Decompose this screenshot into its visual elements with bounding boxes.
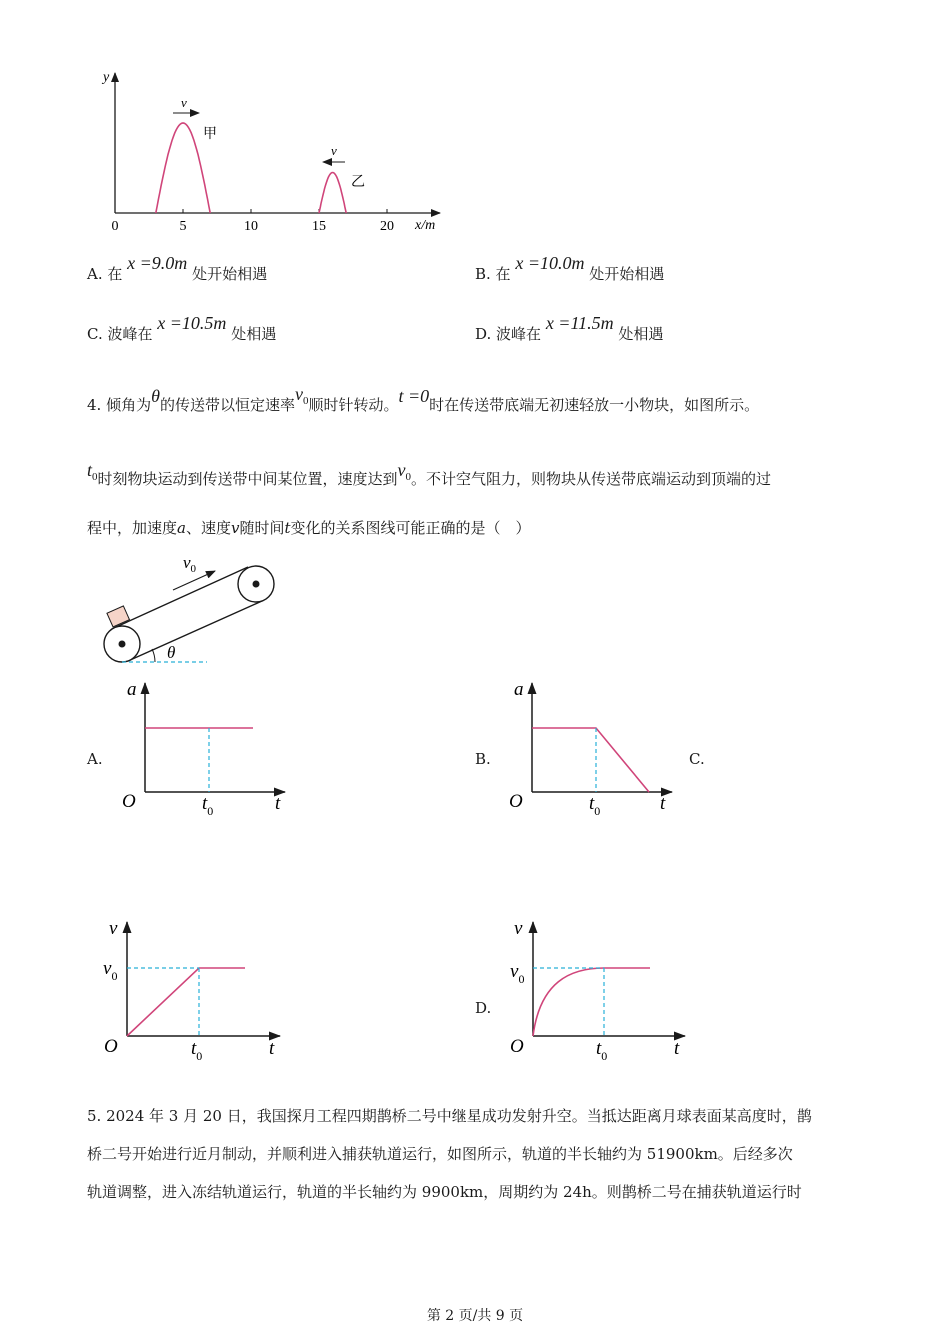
graph-b-x-label: t — [660, 793, 666, 814]
graph-c — [95, 912, 295, 1072]
wave1-label: 甲 — [203, 127, 217, 142]
graph-d — [500, 912, 700, 1072]
q5-line1: 5. 2024 年 3 月 20 日，我国探月工程四期鹊桥二号中继星成功发射升空。当抵达距离月球表面某高度时，鹊 — [87, 1107, 812, 1125]
page-footer: 第 2 页/共 9 页 — [426, 1308, 524, 1324]
wave-tick-label: 0 — [111, 219, 119, 234]
wave-x-label: x/m — [415, 218, 436, 233]
belt-velocity-label: $v_0$ — [183, 553, 197, 575]
graph-c-v0-label: $v_0$ — [103, 958, 118, 983]
wave1-velocity-label: v — [181, 95, 187, 110]
q5-line3: 轨道调整，进入冻结轨道运行，轨道的半长轴约为 9900km，周期约为 24h。则鹊桥二号在捕获轨道运行时 — [87, 1183, 802, 1201]
q5-line2: 桥二号开始进行近月制动，并顺利进入捕获轨道运行，如图所示，轨道的半长轴约为 51900km。后经多次 — [87, 1145, 793, 1163]
q4-line1: 4. 倾角为θ的传送带以恒定速率$v_0$顺时针转动。t =0时在传送带底端无初速轻放一小物块，如图所示。 — [87, 384, 760, 414]
graph-c-t0-label: $t_0$ — [191, 1038, 203, 1063]
angle-arc — [152, 649, 155, 662]
graph-a-origin: O — [122, 791, 136, 812]
q3-option-a[interactable] — [87, 253, 268, 284]
option-b-suffix: 处开始相遇 — [589, 265, 665, 283]
q3-option-c[interactable] — [87, 313, 277, 344]
q3-option-d[interactable] — [475, 313, 664, 344]
angle-label: θ — [167, 643, 176, 662]
graph-c-curve — [127, 968, 245, 1036]
graph-d-option-label[interactable]: D. — [475, 999, 492, 1017]
graph-b-option-label[interactable]: B. — [475, 750, 491, 768]
wave2-velocity-label: v — [331, 143, 337, 158]
q4-line3: 程中，加速度a、速度v随时间t变化的关系图线可能正确的是（ ） — [87, 519, 531, 537]
graph-b-origin: O — [509, 791, 523, 812]
option-a-prefix: A. 在 — [87, 265, 123, 283]
graph-d-y-label: v — [514, 918, 523, 939]
wave-figure — [95, 65, 455, 240]
graph-c-option-label[interactable]: C. — [689, 750, 705, 768]
graph-d-v0-label: $v_0$ — [510, 961, 525, 986]
belt-top-edge — [116, 567, 248, 627]
conveyor-belt-figure — [95, 548, 295, 673]
graph-c-y-label: v — [109, 918, 118, 939]
belt-upper-axle — [253, 581, 260, 588]
belt-lower-axle — [119, 641, 126, 648]
graph-b — [497, 675, 687, 825]
graph-a-x-label: t — [275, 793, 281, 814]
graph-a-y-label: a — [127, 679, 137, 700]
option-d-math: x =11.5m — [545, 313, 614, 333]
wave-tick-label: 20 — [380, 219, 394, 234]
option-c-prefix: C. 波峰在 — [87, 325, 153, 343]
graph-b-y-label: a — [514, 679, 524, 700]
graph-d-t0-label: $t_0$ — [596, 1038, 608, 1063]
option-d-prefix: D. 波峰在 — [475, 325, 542, 343]
graph-b-t0-label: $t_0$ — [589, 793, 601, 818]
graph-a-t0-label: $t_0$ — [202, 793, 214, 818]
option-c-math: x =10.5m — [157, 313, 227, 333]
graph-c-x-label: t — [269, 1038, 275, 1059]
wave-y-label: y — [103, 70, 110, 85]
wave2-label: 乙 — [351, 175, 365, 190]
graph-c-origin: O — [104, 1036, 118, 1057]
wave-tick-label: 10 — [244, 219, 258, 234]
wave-tick-label: 5 — [179, 219, 187, 234]
graph-a — [110, 675, 300, 825]
option-b-math: x =10.0m — [515, 253, 585, 273]
option-a-math: x =9.0m — [127, 253, 188, 273]
q3-option-b[interactable] — [475, 253, 665, 284]
block — [107, 606, 130, 627]
wave-tick-label: 15 — [312, 219, 326, 234]
graph-d-x-label: t — [674, 1038, 680, 1059]
graph-d-curve — [533, 968, 650, 1036]
graph-a-option-label[interactable]: A. — [87, 750, 103, 768]
option-c-suffix: 处相遇 — [231, 325, 277, 343]
wave2-curve — [319, 173, 346, 214]
option-a-suffix: 处开始相遇 — [192, 265, 268, 283]
option-b-prefix: B. 在 — [475, 265, 511, 283]
graph-b-curve — [532, 728, 649, 792]
graph-d-origin: O — [510, 1036, 524, 1057]
q4-line2: $t_0$时刻物块运动到传送带中间某位置，速度达到$v_0$。不计空气阻力，则物块从传送带底端运动到顶端的过 — [87, 460, 772, 488]
belt-bottom-edge — [128, 601, 262, 661]
option-d-suffix: 处相遇 — [618, 325, 664, 343]
